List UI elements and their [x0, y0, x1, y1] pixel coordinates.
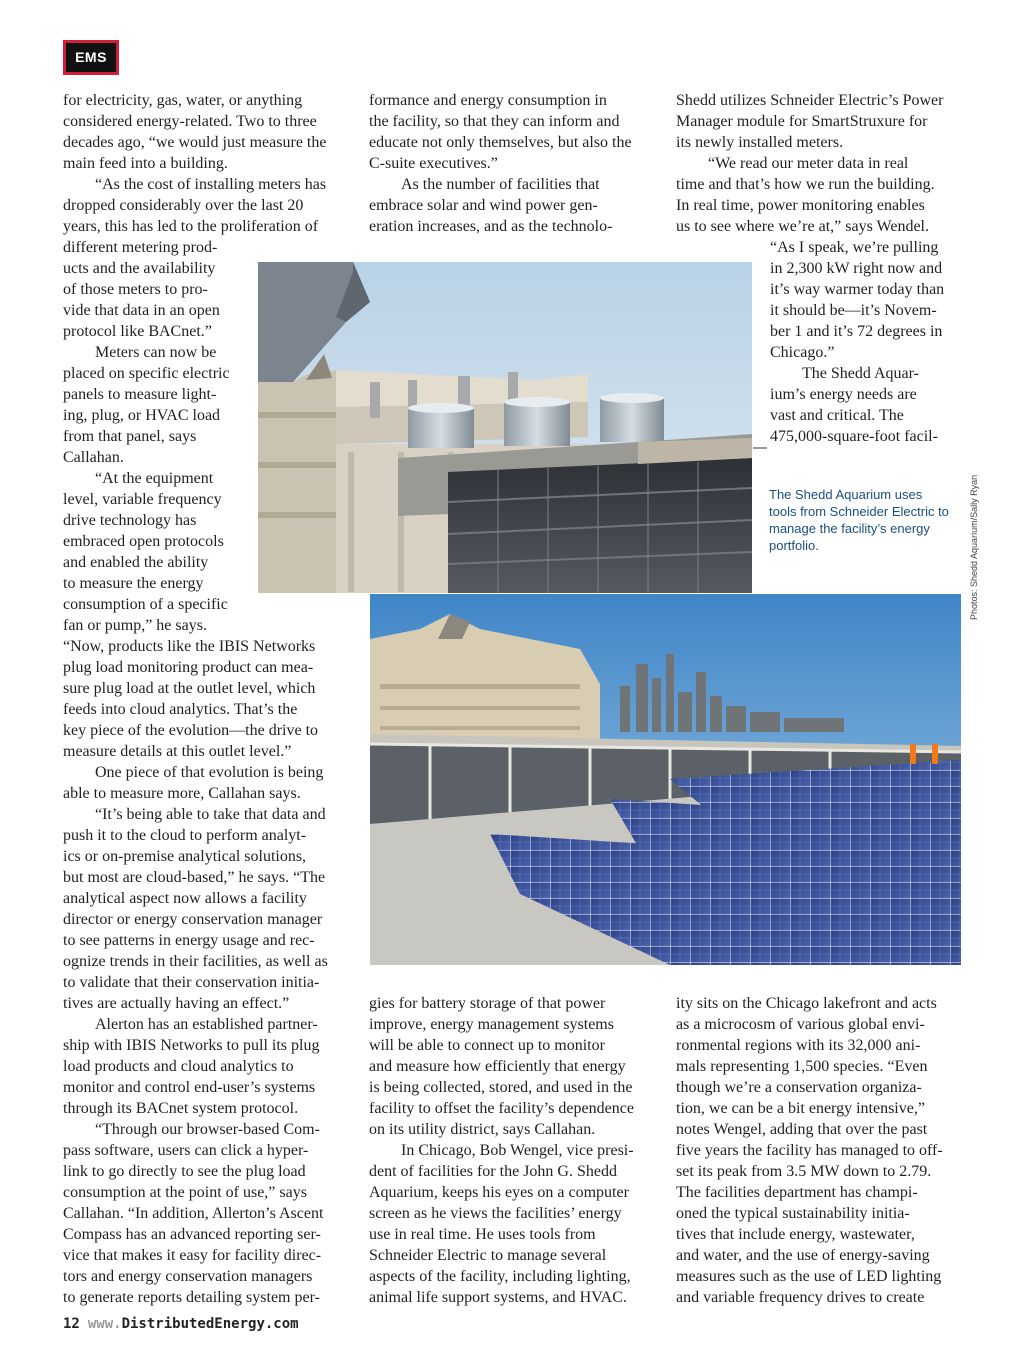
- text-line: One piece of that evolution is being: [95, 764, 324, 781]
- text-line: Chicago.”: [770, 344, 835, 361]
- text-line: “Now, products like the IBIS Networks: [63, 638, 316, 655]
- photo-caption: The Shedd Aquarium uses tools from Schneider Electric to manage the facility’s energy portfolio.: [769, 487, 949, 553]
- text-line: “As I speak, we’re pulling: [770, 239, 939, 256]
- text-line: push it to the cloud to perform analyt-: [63, 827, 307, 844]
- text-line: tion, we can be a bit energy intensive,”: [676, 1100, 925, 1117]
- text-line: dropped considerably over the last 20: [63, 197, 304, 214]
- text-line: to measure the energy: [63, 575, 204, 592]
- section-badge-label: EMS: [66, 43, 116, 72]
- text-line: time and that’s how we run the building.: [676, 176, 935, 193]
- text-line: ucts and the availability: [63, 260, 216, 277]
- text-line: will be able to connect up to monitor: [369, 1037, 605, 1054]
- text-line: ics or on-premise analytical solutions,: [63, 848, 307, 865]
- text-line: to see patterns in energy usage and rec-: [63, 932, 315, 949]
- text-line: as a microcosm of various global envi-: [676, 1016, 925, 1033]
- text-line: Alerton has an established partner-: [95, 1016, 318, 1033]
- text-line: in 2,300 kW right now and: [770, 260, 943, 277]
- text-line: “At the equipment: [95, 470, 214, 487]
- text-line: ity sits on the Chicago lakefront and acts: [676, 995, 937, 1012]
- text-line: it should be—it’s Novem-: [770, 302, 937, 319]
- text-line: 475,000-square-foot facil-: [770, 428, 938, 445]
- text-line: panels to measure light-: [63, 386, 217, 403]
- text-line: C-suite executives.”: [369, 155, 498, 172]
- footer-url-prefix: www.: [87, 1316, 122, 1332]
- text-line: As the number of facilities that: [401, 176, 600, 193]
- text-line: facility to offset the facility’s dependence: [369, 1100, 634, 1117]
- text-line: oned the typical sustainability initia-: [676, 1205, 910, 1222]
- text-line: eration increases, and as the technolo-: [369, 218, 613, 235]
- text-line: for electricity, gas, water, or anything: [63, 92, 303, 109]
- text-line: gies for battery storage of that power: [369, 995, 606, 1012]
- text-line: different metering prod-: [63, 239, 218, 256]
- footer-url: DistributedEnergy.com: [121, 1316, 299, 1332]
- text-line: screen as he views the facilities’ energy: [369, 1205, 622, 1222]
- text-line: vide that data in an open: [63, 302, 220, 319]
- page-number: 12: [63, 1316, 80, 1332]
- text-line: through its BACnet system protocol.: [63, 1100, 299, 1117]
- text-line: feeds into cloud analytics. That’s the: [63, 701, 298, 718]
- text-line: and water, and the use of energy-saving: [676, 1247, 930, 1264]
- text-line: its newly installed meters.: [676, 134, 844, 151]
- text-line: but most are cloud-based,” he says. “The: [63, 869, 326, 886]
- text-line: of those meters to pro-: [63, 281, 208, 298]
- text-line: The Shedd Aquar-: [802, 365, 919, 382]
- text-line: sure plug load at the outlet level, which: [63, 680, 316, 697]
- text-line: Manager module for SmartStruxure for: [676, 113, 928, 130]
- text-line: drive technology has: [63, 512, 197, 529]
- text-line: plug load monitoring product can mea-: [63, 659, 314, 676]
- text-line: fan or pump,” he says.: [63, 617, 207, 634]
- text-line: Shedd utilizes Schneider Electric’s Power: [676, 92, 944, 109]
- text-line: monitor and control end-user’s systems: [63, 1079, 316, 1096]
- text-line: able to measure more, Callahan says.: [63, 785, 301, 802]
- text-line: years, this has led to the proliferation of: [63, 218, 319, 235]
- text-line: placed on specific electric: [63, 365, 230, 382]
- column-2-bottom: [369, 993, 634, 1308]
- text-line: considered energy-related. Two to three: [63, 113, 317, 130]
- caption-rule: [753, 447, 767, 449]
- text-line: us to see where we’re at,” says Wendel.: [676, 218, 929, 235]
- text-line: on its utility district, says Callahan.: [369, 1121, 596, 1138]
- text-line: ium’s energy needs are: [770, 386, 917, 403]
- page-footer: [63, 1315, 299, 1333]
- text-line: embraced open protocols: [63, 533, 224, 550]
- text-line: The facilities department has champi-: [676, 1184, 918, 1201]
- text-line: to generate reports detailing system per-: [63, 1289, 320, 1306]
- text-line: the facility, so that they can inform and: [369, 113, 620, 130]
- text-line: ognize trends in their facilities, as well as: [63, 953, 328, 970]
- text-line: notes Wengel, adding that over the past: [676, 1121, 928, 1138]
- text-line: educate not only themselves, but also the: [369, 134, 632, 151]
- text-line: consumption of a specific: [63, 596, 228, 613]
- text-line: tives are actually having an effect.”: [63, 995, 290, 1012]
- text-line: tives that include energy, wastewater,: [676, 1226, 915, 1243]
- solar-panels-photo: [370, 594, 961, 965]
- text-line: and enabled the ability: [63, 554, 209, 571]
- text-line: ship with IBIS Networks to pull its plug: [63, 1037, 320, 1054]
- column-3-top: [676, 90, 943, 237]
- aquarium-building-illustration: [258, 262, 752, 593]
- text-line: set its peak from 3.5 MW down to 2.79.: [676, 1163, 932, 1180]
- text-line: and variable frequency drives to create: [676, 1289, 925, 1306]
- text-line: dent of facilities for the John G. Shedd: [369, 1163, 617, 1180]
- text-line: protocol like BACnet.”: [63, 323, 212, 340]
- text-line: level, variable frequency: [63, 491, 222, 508]
- text-line: “We read our meter data in real: [708, 155, 909, 172]
- photo-credit: Photos: Shedd Aquarium/Sally Ryan: [969, 474, 979, 620]
- text-line: In real time, power monitoring enables: [676, 197, 925, 214]
- text-line: “Through our browser-based Com-: [95, 1121, 320, 1138]
- section-badge: [63, 40, 119, 75]
- text-line: key piece of the evolution—the drive to: [63, 722, 319, 739]
- text-line: though we’re a conservation organiza-: [676, 1079, 922, 1096]
- text-line: it’s way warmer today than: [770, 281, 945, 298]
- text-line: ronmental regions with its 32,000 ani-: [676, 1037, 921, 1054]
- text-line: ing, plug, or HVAC load: [63, 407, 221, 424]
- solar-roof-illustration: [370, 594, 961, 965]
- text-line: mals representing 1,500 species. “Even: [676, 1058, 928, 1075]
- text-line: Callahan. “In addition, Allerton’s Ascent: [63, 1205, 324, 1222]
- text-line: improve, energy management systems: [369, 1016, 614, 1033]
- text-line: aspects of the facility, including lighting,: [369, 1268, 631, 1285]
- text-line: “It’s being able to take that data and: [95, 806, 326, 823]
- text-line: “As the cost of installing meters has: [95, 176, 327, 193]
- text-line: consumption at the point of use,” says: [63, 1184, 307, 1201]
- text-line: In Chicago, Bob Wengel, vice presi-: [401, 1142, 634, 1159]
- text-line: five years the facility has managed to off-: [676, 1142, 943, 1159]
- text-line: Meters can now be: [95, 344, 217, 361]
- text-line: Aquarium, keeps his eyes on a computer: [369, 1184, 629, 1201]
- text-line: measures such as the use of LED lighting: [676, 1268, 942, 1285]
- text-line: from that panel, says: [63, 428, 197, 445]
- text-line: link to go directly to see the plug load: [63, 1163, 306, 1180]
- text-line: to validate that their conservation initia-: [63, 974, 320, 991]
- text-line: use in real time. He uses tools from: [369, 1226, 596, 1243]
- text-line: Compass has an advanced reporting ser-: [63, 1226, 321, 1243]
- text-line: and measure how efficiently that energy: [369, 1058, 626, 1075]
- column-3-middle: [770, 237, 944, 447]
- text-line: decades ago, “we would just measure the: [63, 134, 327, 151]
- text-line: is being collected, stored, and used in the: [369, 1079, 633, 1096]
- text-line: formance and energy consumption in: [369, 92, 607, 109]
- text-line: load products and cloud analytics to: [63, 1058, 294, 1075]
- text-line: director or energy conservation manager: [63, 911, 323, 928]
- text-line: main feed into a building.: [63, 155, 228, 172]
- text-line: animal life support systems, and HVAC.: [369, 1289, 627, 1306]
- text-line: embrace solar and wind power gen-: [369, 197, 598, 214]
- text-line: pass software, users can click a hyper-: [63, 1142, 309, 1159]
- text-line: ber 1 and it’s 72 degrees in: [770, 323, 943, 340]
- column-3-bottom: [676, 993, 943, 1308]
- aquarium-building-photo: [258, 262, 752, 593]
- text-line: vast and critical. The: [770, 407, 904, 424]
- text-line: Callahan.: [63, 449, 124, 466]
- text-line: tors and energy conservation managers: [63, 1268, 313, 1285]
- text-line: measure details at this outlet level.”: [63, 743, 292, 760]
- text-line: vice that makes it easy for facility direc-: [63, 1247, 322, 1264]
- text-line: analytical aspect now allows a facility: [63, 890, 307, 907]
- text-line: Schneider Electric to manage several: [369, 1247, 607, 1264]
- column-2-top: [369, 90, 632, 237]
